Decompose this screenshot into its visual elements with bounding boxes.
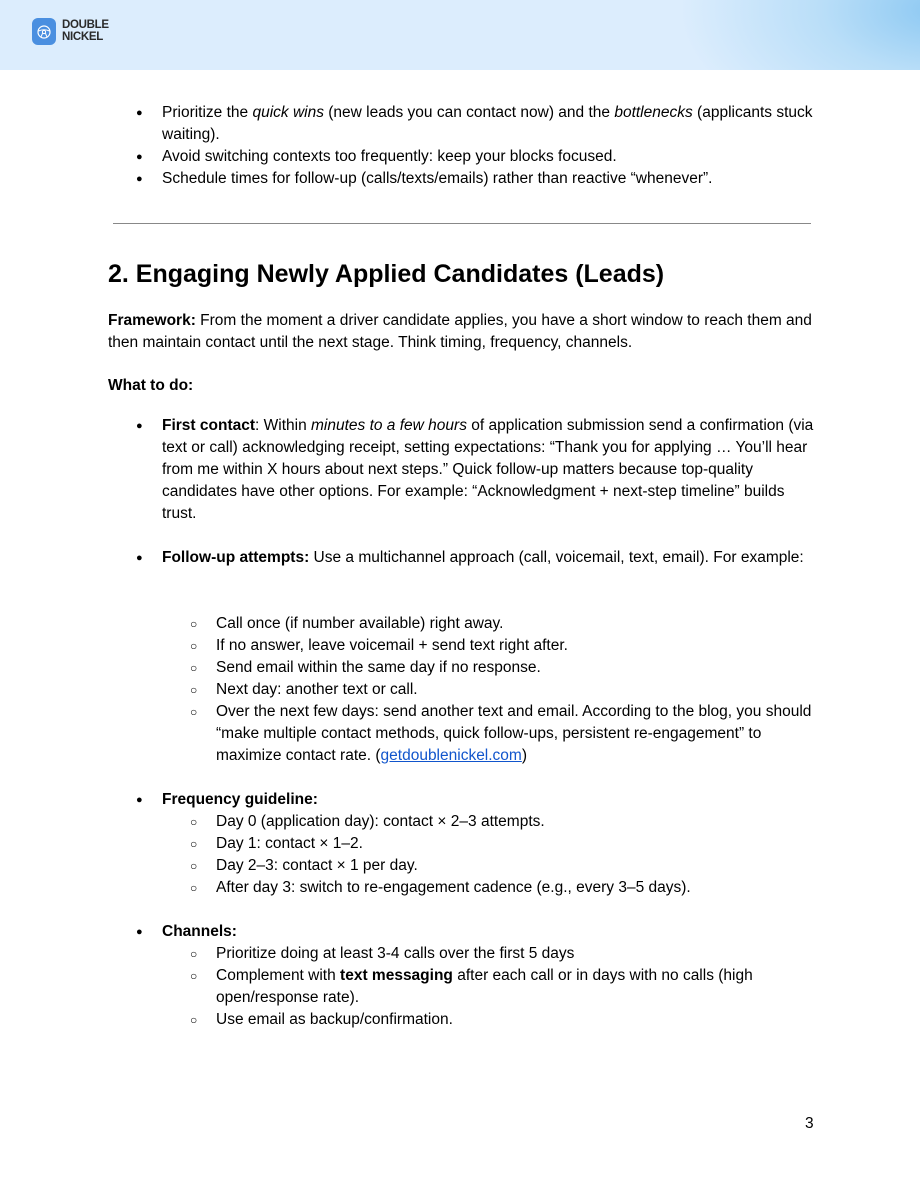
emphasis: quick wins: [252, 104, 324, 121]
list-item: ○ Prioritize doing at least 3-4 calls over the first 5 days: [108, 943, 820, 965]
list-item: [108, 789, 820, 811]
text: From the moment a driver candidate applies, you have a short window to reach them and then maintain contact until the next stage. Think timing, frequency, channels.: [108, 312, 812, 351]
list-item: ○ If no answer, leave voicemail + send text right after.: [108, 635, 820, 657]
first-contact-list: [108, 415, 820, 525]
brand-name: [62, 20, 109, 43]
list-item: ○ Use email as backup/confirmation.: [108, 1009, 820, 1031]
page-number: 3: [805, 1115, 814, 1132]
list-item: ○ Day 2–3: contact × 1 per day.: [108, 855, 820, 877]
list-item: [108, 965, 820, 1009]
text: What to do:: [108, 377, 194, 394]
item-label: Frequency guideline:: [162, 791, 318, 808]
list-item: [108, 547, 820, 569]
framework-label: Framework:: [108, 312, 196, 329]
list-item: [108, 415, 820, 525]
list-item: [108, 102, 820, 146]
list-item: ○ Next day: another text or call.: [108, 679, 820, 701]
frequency-list: [108, 789, 820, 811]
list-item: ○ After day 3: switch to re-engagement cadence (e.g., every 3–5 days).: [108, 877, 820, 899]
text: of application submission send a confirmation (via text or call) acknowledging receipt, setting expectations: “Thank you for applying … You’ll hear from me within X hours about next steps.” Quick follow-up matters because top-quality candidates have other options. For example: “Acknowledgment + next-step timeline” builds trust.: [162, 417, 814, 522]
steering-wheel-icon: [32, 18, 56, 45]
list-item: ● Schedule times for follow-up (calls/texts/emails) rather than reactive “whenever”.: [108, 168, 820, 190]
channels-list: [108, 921, 820, 943]
item-label: Follow-up attempts:: [162, 549, 310, 566]
what-to-do-label: [108, 375, 193, 397]
text: after each call or in days with no calls (high open/response rate).: [216, 967, 753, 1006]
brand-line-2: NICKEL: [62, 30, 104, 43]
emphasis: text messaging: [340, 967, 453, 984]
text: Over the next few days: send another text and email. According to the blog, you should “make multiple contact methods, quick follow-ups, persistent re-engagement” to maximize contact rate. (: [216, 703, 812, 764]
list-item: ○ Day 1: contact × 1–2.: [108, 833, 820, 855]
list-item: ○ Call once (if number available) right away.: [108, 613, 820, 635]
text: (new leads you can contact now) and the: [323, 104, 615, 121]
list-item: [108, 921, 820, 943]
text: : Within: [255, 417, 311, 434]
brand-line-1: DOUBLE: [62, 19, 109, 31]
list-item: ○ Day 0 (application day): contact × 2–3 attempts.: [108, 811, 820, 833]
source-link[interactable]: getdoublenickel.com: [380, 747, 522, 764]
text: ): [521, 747, 528, 764]
emphasis: minutes to a few hours: [311, 417, 467, 434]
intro-bullet-list: [108, 102, 820, 190]
follow-up-sublist: [108, 613, 820, 767]
section-heading: 2. Engaging Newly Applied Candidates (Leads): [108, 260, 665, 288]
list-item: ● Avoid switching contexts too frequently: keep your blocks focused.: [108, 146, 820, 168]
list-item: ○ Send email within the same day if no response.: [108, 657, 820, 679]
text: Use a multichannel approach (call, voicemail, text, email). For example:: [309, 549, 804, 566]
emphasis: bottlenecks: [614, 104, 693, 121]
list-item: [108, 701, 820, 767]
page-header: [0, 0, 920, 70]
brand-logo: [32, 18, 109, 45]
frequency-sublist: [108, 811, 820, 899]
framework-paragraph: [108, 310, 820, 354]
item-label: Channels:: [162, 923, 237, 940]
channels-sublist: [108, 943, 820, 1031]
text: Complement with: [216, 967, 341, 984]
horizontal-divider: [113, 223, 811, 224]
text: (applicants stuck waiting).: [162, 104, 813, 143]
item-label: First contact: [162, 417, 256, 434]
text: Prioritize the: [162, 104, 253, 121]
follow-up-list: [108, 547, 820, 569]
